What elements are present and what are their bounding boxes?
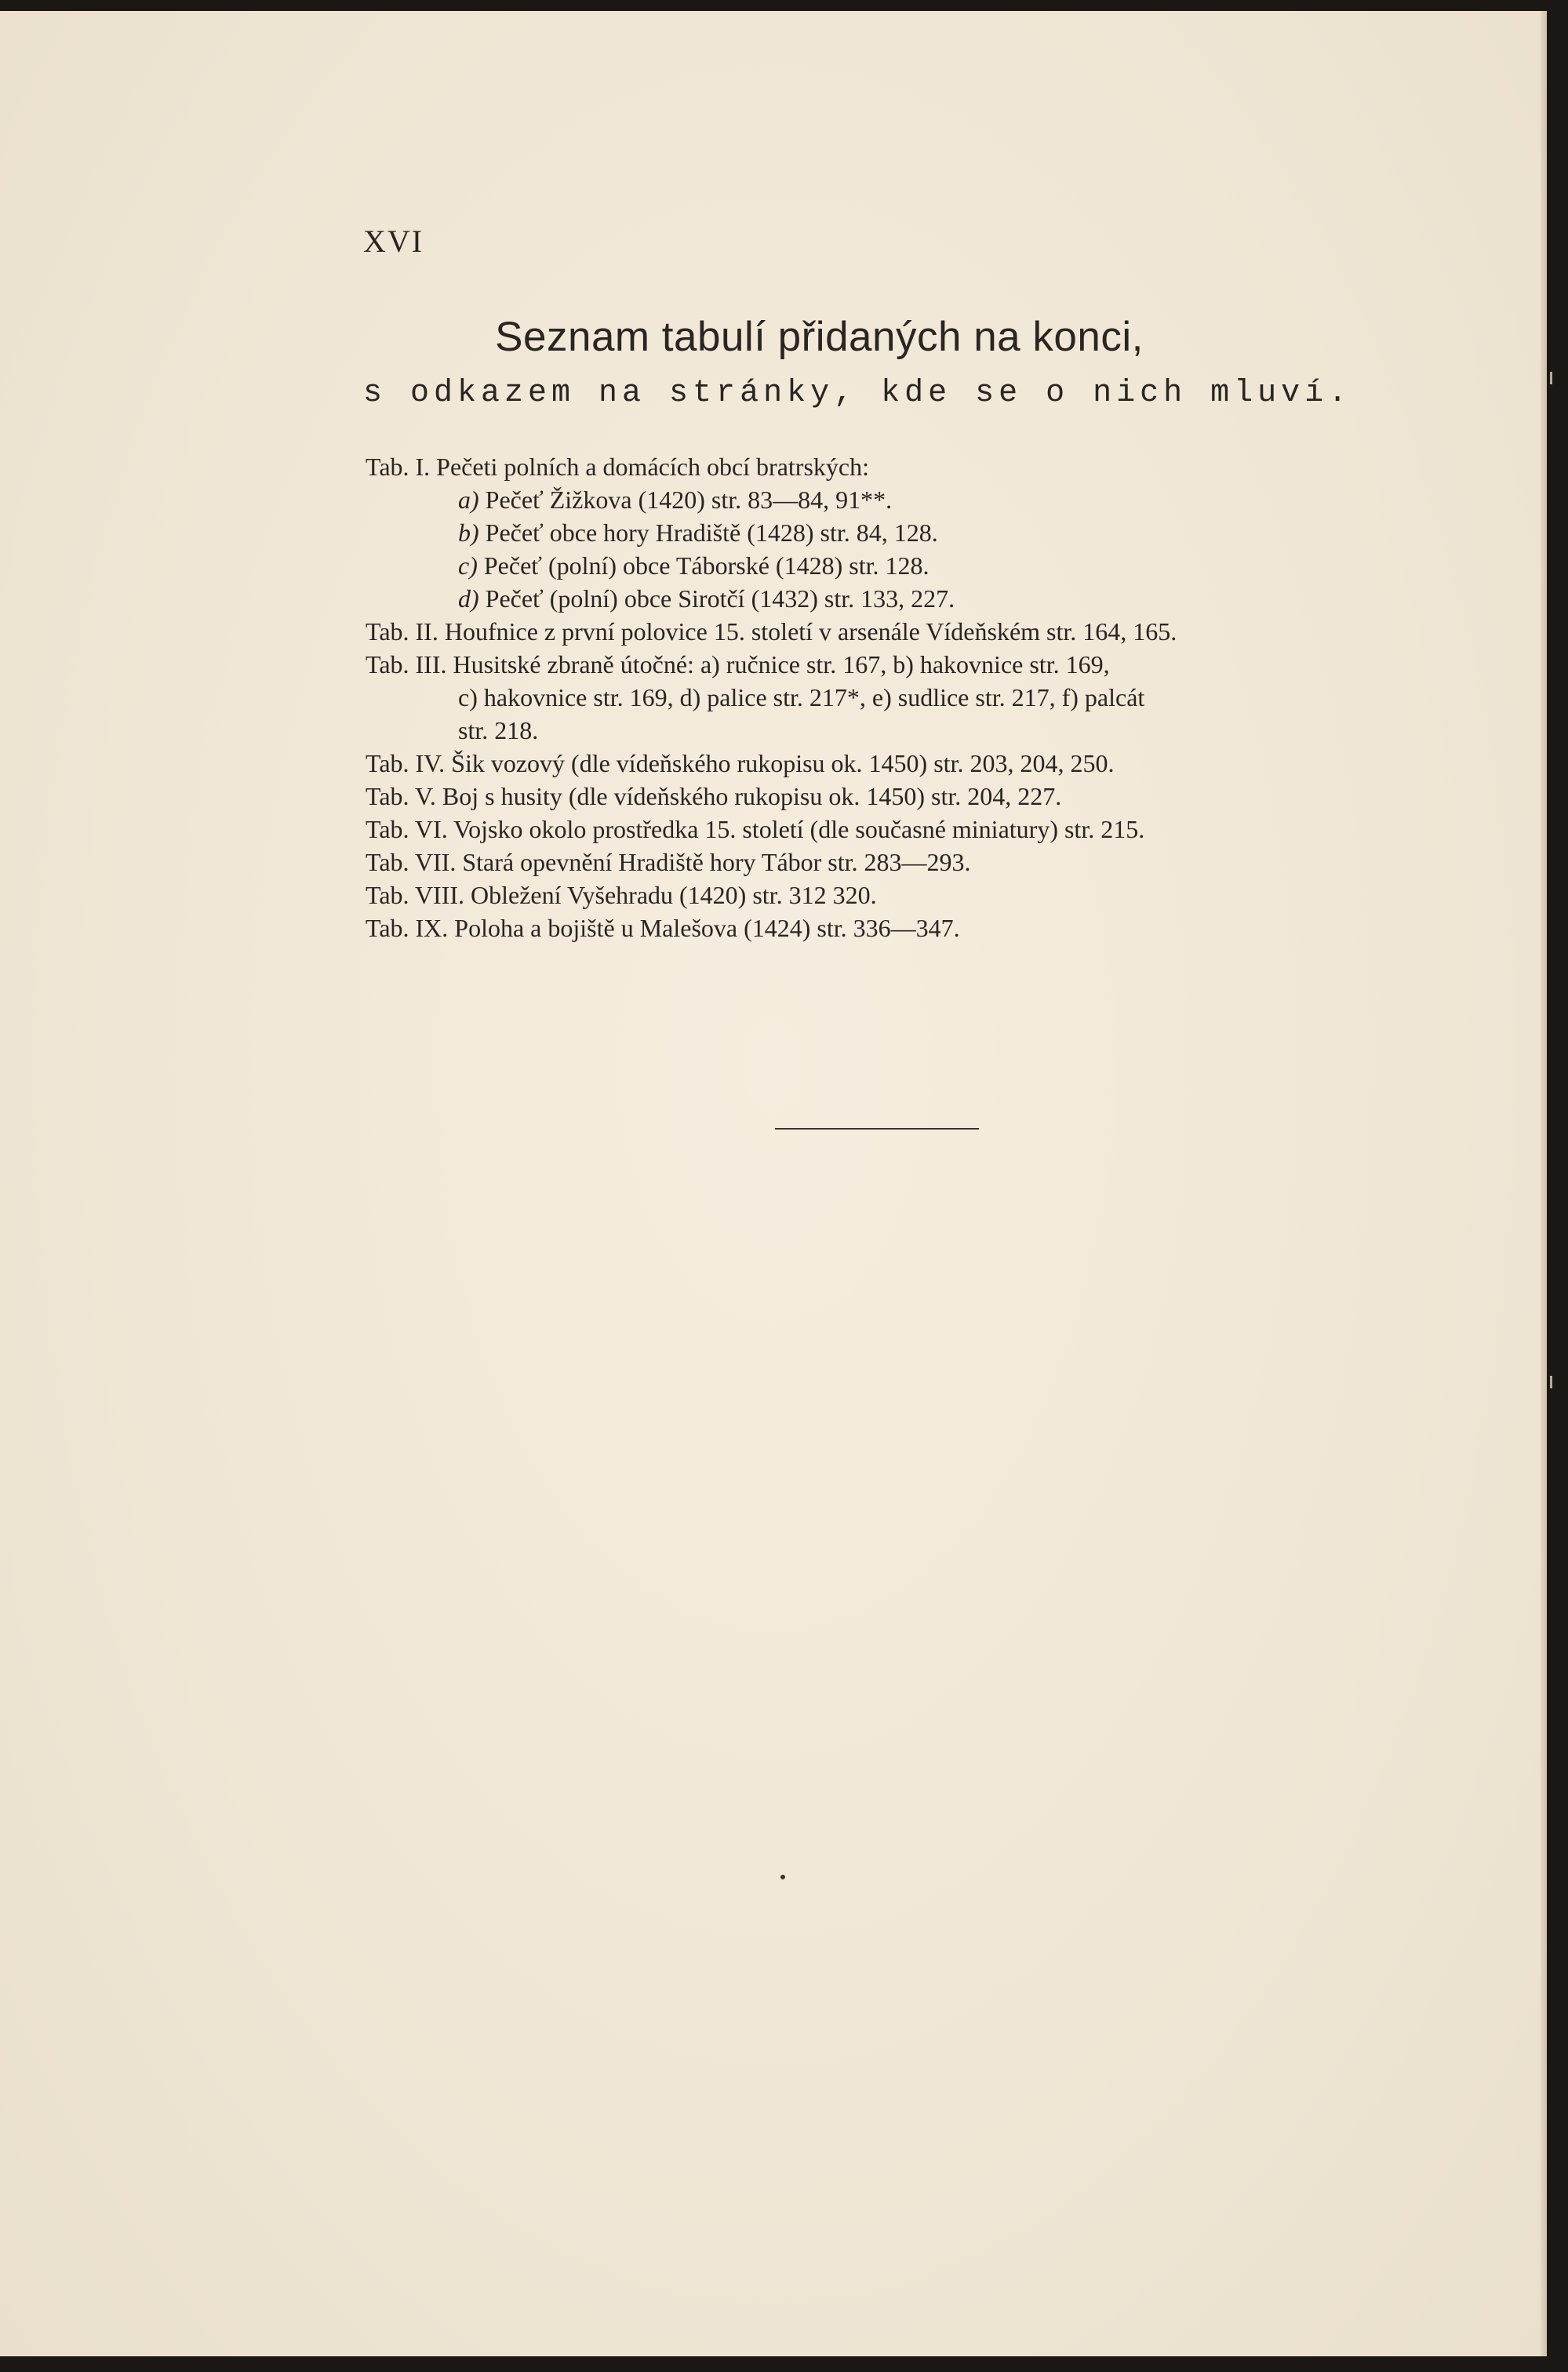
entry-text: Pečeti polních a domácích obcí bratrských: — [436, 453, 869, 481]
entry-text: Husitské zbraně útočné: a) ručnice str. 167, b) hakovnice str. 169, — [453, 650, 1110, 678]
list-item-tab-1a — [366, 483, 1401, 516]
list-item-tab-3-cont — [366, 714, 1401, 747]
entry-text: Pečeť (polní) obce Sirotčí (1432) str. 133, 227. — [485, 584, 955, 613]
entry-label: Tab. V. — [366, 782, 436, 810]
ink-speck — [780, 1875, 785, 1879]
list-item-tab-3 — [366, 648, 1401, 681]
entry-text: Pečeť obce hory Hradiště (1428) str. 84, 128. — [485, 518, 938, 547]
margin-mark — [1550, 1376, 1552, 1388]
page-number: XVI — [363, 224, 424, 259]
entry-text: Šik vozový (dle vídeňského rukopisu ok. 1450) str. 203, 204, 250. — [451, 749, 1115, 777]
list-item-tab-1 — [366, 450, 1401, 483]
entry-text: Poloha a bojiště u Malešova (1424) str. 336—347. — [454, 914, 960, 942]
entry-label: Tab. IX. — [366, 914, 449, 942]
entry-text: Stará opevnění Hradiště hory Tábor str. 283—293. — [462, 848, 971, 876]
page-edge — [1541, 11, 1547, 2356]
entry-label: Tab. IV. — [366, 749, 446, 777]
entry-text: c) hakovnice str. 169, d) palice str. 217*, e) sudlice str. 217, f) palcát — [458, 683, 1145, 711]
entry-text: Pečeť (polní) obce Táborské (1428) str. 128. — [483, 551, 930, 580]
list-item-tab-2 — [366, 615, 1401, 648]
list-item-tab-5 — [366, 780, 1401, 813]
list-item-tab-1c — [366, 549, 1401, 582]
entry-text: Houfnice z první polovice 15. století v arsenále Vídeňském str. 164, 165. — [444, 617, 1177, 646]
list-item-tab-6 — [366, 813, 1401, 846]
entry-text: Vojsko okolo prostředka 15. století (dle současné miniatury) str. 215. — [453, 815, 1145, 843]
entry-label: d) — [458, 584, 479, 613]
entry-text: str. 218. — [458, 716, 539, 744]
book-page — [0, 11, 1547, 2356]
entry-label: a) — [458, 486, 479, 514]
entry-label: Tab. VII. — [366, 848, 457, 876]
page-title: Seznam tabulí přidaných na konci, — [495, 314, 1144, 360]
entry-label: Tab. II. — [366, 617, 438, 646]
entry-text: Boj s husity (dle vídeňského rukopisu ok. 1450) str. 204, 227. — [442, 782, 1062, 810]
closing-rule — [775, 1128, 979, 1130]
entry-text: Obležení Vyšehradu (1420) str. 312 320. — [471, 881, 877, 909]
list-item-tab-9 — [366, 911, 1401, 944]
list-item-tab-1b — [366, 516, 1401, 549]
entry-text: Pečeť Žižkova (1420) str. 83—84, 91**. — [485, 486, 893, 514]
margin-mark — [1550, 372, 1552, 384]
list-item-tab-4 — [366, 747, 1401, 780]
list-item-tab-8 — [366, 879, 1401, 911]
entry-label: Tab. VIII. — [366, 881, 465, 909]
page-subtitle: s odkazem na stránky, kde se o nich mluví. — [363, 376, 1352, 411]
list-item-tab-1d — [366, 582, 1401, 615]
entry-label: b) — [458, 518, 479, 547]
list-item-tab-7 — [366, 846, 1401, 879]
plates-list — [366, 450, 1401, 944]
entry-label: Tab. VI. — [366, 815, 448, 843]
entry-label: Tab. III. — [366, 650, 447, 678]
entry-label: c) — [458, 551, 478, 580]
list-item-tab-3-cont — [366, 681, 1401, 714]
entry-label: Tab. I. — [366, 453, 431, 481]
